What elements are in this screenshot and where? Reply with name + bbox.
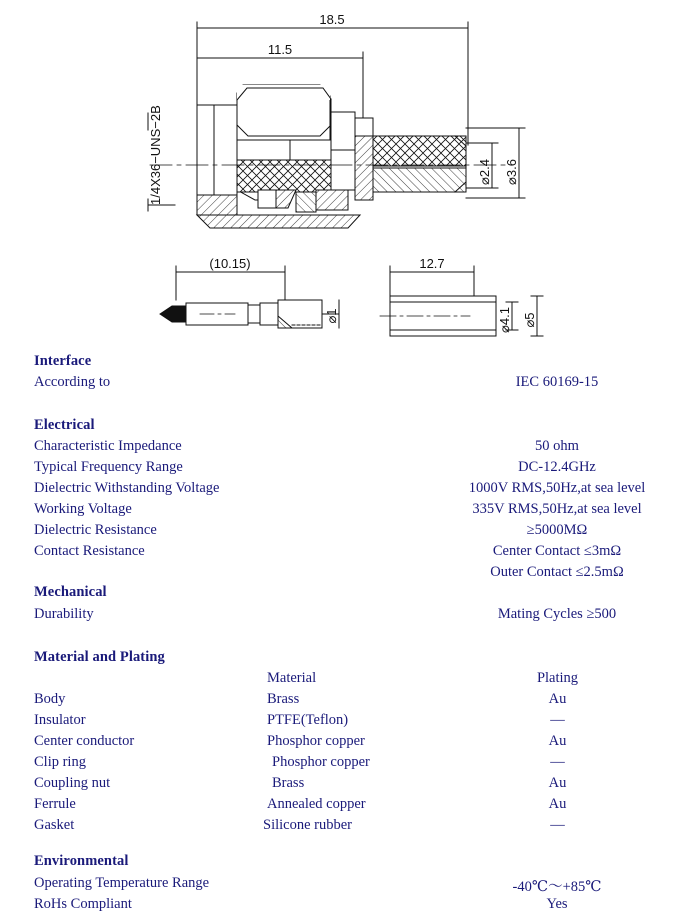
thread-spec-label: 1/4X36−UNS−2B — [148, 105, 163, 205]
spec-label: Characteristic Impedance — [34, 438, 182, 454]
dim-label-pin-dia: ⌀1 — [324, 308, 339, 324]
spec-label: Working Voltage — [34, 501, 132, 517]
center-contact-view — [160, 266, 339, 328]
part-plating: — — [550, 754, 565, 770]
dim-label-dia-outer: ⌀3.6 — [504, 159, 519, 185]
spec-label: Contact Resistance — [34, 543, 145, 559]
part-name: Gasket — [34, 817, 75, 833]
column-header-plating: Plating — [536, 670, 579, 686]
part-name: Ferrule — [34, 796, 76, 812]
part-plating: — — [550, 817, 565, 833]
section-heading-environmental: Environmental — [34, 853, 129, 869]
part-plating: Au — [548, 775, 567, 791]
spec-row-working-voltage — [0, 501, 686, 522]
spec-label: Typical Frequency Range — [34, 459, 183, 475]
part-name: Center conductor — [34, 733, 135, 749]
spec-value: Mating Cycles ≥500 — [497, 606, 617, 622]
table-row — [0, 691, 686, 712]
spec-value: Center Contact ≤3mΩ — [492, 543, 622, 559]
part-name: Body — [34, 691, 66, 707]
section-heading-interface: Interface — [34, 353, 92, 369]
spec-label: Durability — [34, 606, 94, 622]
part-material: Phosphor copper — [267, 733, 365, 749]
column-header-material: Material — [267, 670, 317, 686]
spec-row-impedance — [0, 438, 686, 459]
spec-row-withstanding-voltage — [0, 480, 686, 501]
table-row — [0, 712, 686, 733]
spec-label: Dielectric Resistance — [34, 522, 157, 538]
spec-value: Outer Contact ≤2.5mΩ — [490, 564, 624, 580]
part-name: Coupling nut — [34, 775, 111, 791]
spec-value: 50 ohm — [535, 438, 579, 454]
spec-label: RoHs Compliant — [34, 896, 132, 912]
part-name: Insulator — [34, 712, 86, 728]
section-heading-electrical: Electrical — [34, 417, 95, 433]
part-plating: — — [550, 712, 565, 728]
dim-label-pin-length: (10.15) — [209, 256, 251, 271]
part-plating: Au — [548, 733, 567, 749]
spec-value: -40℃～+85℃ — [512, 879, 602, 895]
spec-label: Operating Temperature Range — [34, 875, 210, 891]
part-material: Annealed copper — [267, 796, 366, 812]
spec-row-rohs-compliant — [0, 896, 686, 917]
part-material: Phosphor copper — [272, 754, 370, 770]
spec-row-durability — [0, 606, 686, 627]
part-material: Brass — [272, 775, 305, 791]
technical-drawings — [0, 0, 686, 345]
table-row — [0, 796, 686, 817]
table-row — [0, 754, 686, 775]
spec-value: 335V RMS,50Hz,at sea level — [472, 501, 642, 517]
spec-value: ≥5000MΩ — [526, 522, 588, 538]
part-material: Silicone rubber — [263, 817, 352, 833]
part-material: Brass — [267, 691, 300, 707]
spec-row-contact-resistance — [0, 543, 686, 564]
table-row — [0, 775, 686, 796]
dim-label-ferrule-dia-inner: ⌀4.1 — [497, 307, 512, 333]
connector-main-view — [150, 85, 510, 228]
dim-label-body: 11.5 — [267, 42, 293, 57]
material-table-header — [0, 670, 686, 691]
spec-label: According to — [34, 374, 111, 390]
dim-label-dia-inner: ⌀2.4 — [477, 159, 492, 185]
section-heading-mechanical: Mechanical — [34, 584, 107, 600]
spec-value: DC-12.4GHz — [518, 459, 596, 475]
part-plating: Au — [548, 796, 567, 812]
spec-row-contact-resistance-outer — [0, 564, 686, 585]
part-plating: Au — [548, 691, 567, 707]
table-row — [0, 817, 686, 838]
table-row — [0, 733, 686, 754]
part-material: PTFE(Teflon) — [267, 712, 349, 728]
dim-label-ferrule-length: 12.7 — [419, 256, 445, 271]
dim-label-overall: 18.5 — [319, 12, 345, 27]
dim-label-ferrule-dia-outer: ⌀5 — [522, 312, 537, 328]
spec-row-according-to — [0, 374, 686, 395]
part-name: Clip ring — [34, 754, 86, 770]
spec-row-frequency-range — [0, 459, 686, 480]
spec-label: Dielectric Withstanding Voltage — [34, 480, 220, 496]
spec-value: Yes — [546, 896, 568, 912]
spec-value: IEC 60169-15 — [515, 374, 599, 390]
ferrule-view — [380, 266, 543, 336]
section-heading-material-and-plating: Material and Plating — [34, 649, 165, 665]
spec-row-operating-temperature — [0, 875, 686, 896]
spec-value: 1000V RMS,50Hz,at sea level — [468, 480, 646, 496]
spec-row-dielectric-resistance — [0, 522, 686, 543]
